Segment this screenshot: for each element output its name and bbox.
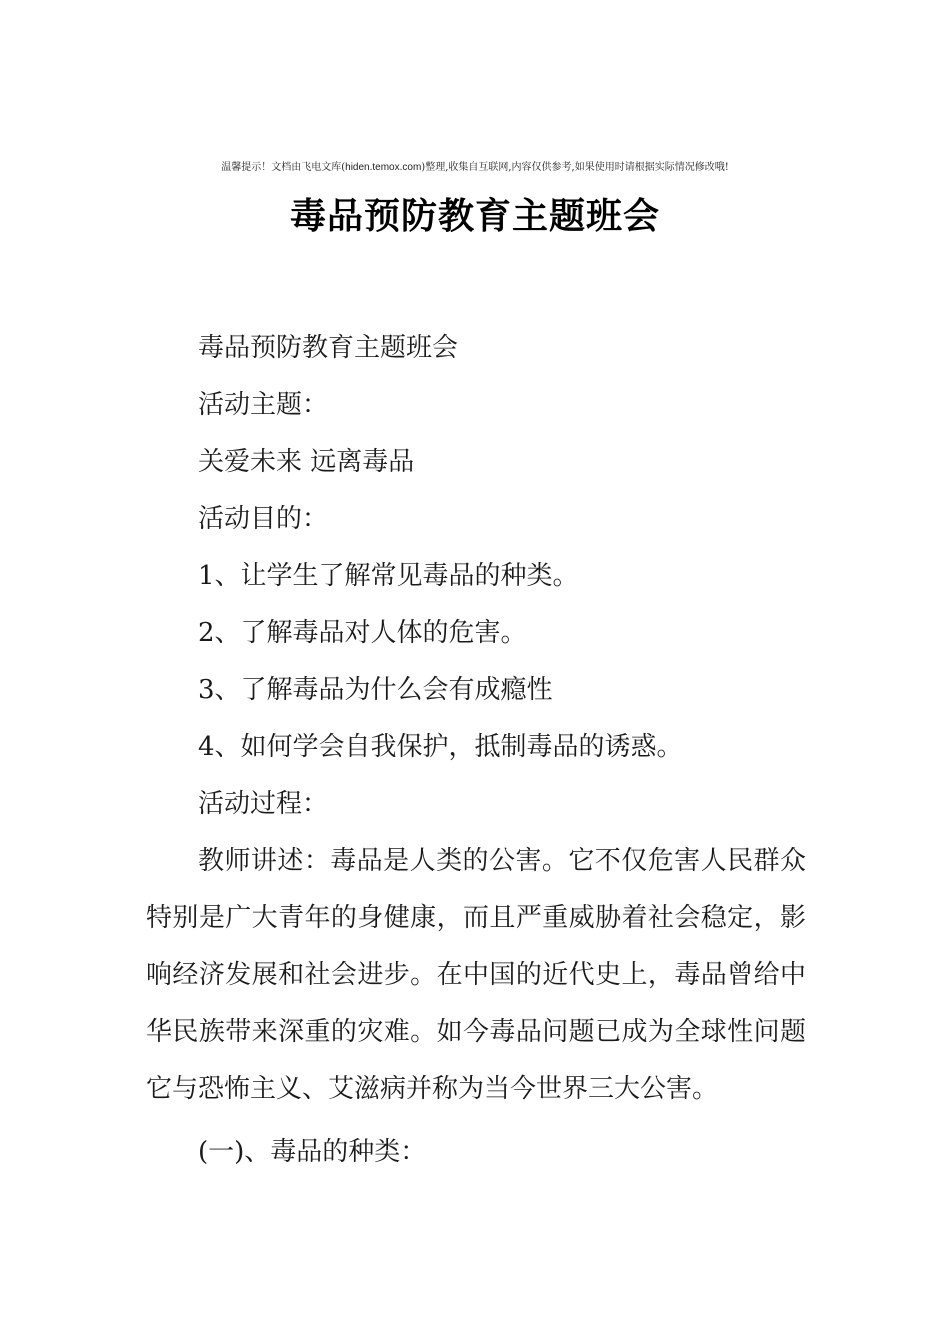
document-title: 毒品预防教育主题班会: [289, 195, 660, 237]
notice-prefix: 温馨提示！文档由飞电文库(: [221, 162, 346, 173]
section-heading-1: (一)、毒品的种类：: [198, 1137, 427, 1167]
theme-label: 活动主题：: [198, 390, 329, 420]
notice-suffix: )整理,收集自互联网,内容仅供参考,如果使用时请根据实际情况修改哦!: [421, 162, 729, 173]
theme-text: 关爱未来 远离毒品: [198, 447, 415, 477]
subtitle-line: 毒品预防教育主题班会: [198, 333, 459, 363]
teacher-paragraph: 教师讲述：毒品是人类的公害。它不仅危害人民群众特别是广大青年的身健康，而且严重威胁着社会稳定，影响经济发展和社会进步。在中国的近代史上，毒品曾给中华民族带来深重的灾难。如今毒品问题已成为全球性问题它与恐怖主义、艾滋病并称为当今世界三大公害。: [146, 846, 806, 1104]
goal-item-1: 1、让学生了解常见毒品的种类。: [198, 561, 579, 591]
goal-item-4: 4、如何学会自我保护，抵制毒品的诱惑。: [198, 732, 683, 762]
download-notice: [0, 158, 950, 173]
goal-item-2: 2、了解毒品对人体的危害。: [198, 618, 527, 648]
notice-site-link[interactable]: hiden.temox.com: [345, 162, 422, 173]
process-label: 活动过程：: [198, 789, 329, 819]
document-body: [146, 320, 806, 1181]
goal-label: 活动目的：: [198, 504, 329, 534]
goal-item-3: 3、了解毒品为什么会有成瘾性: [198, 675, 553, 705]
